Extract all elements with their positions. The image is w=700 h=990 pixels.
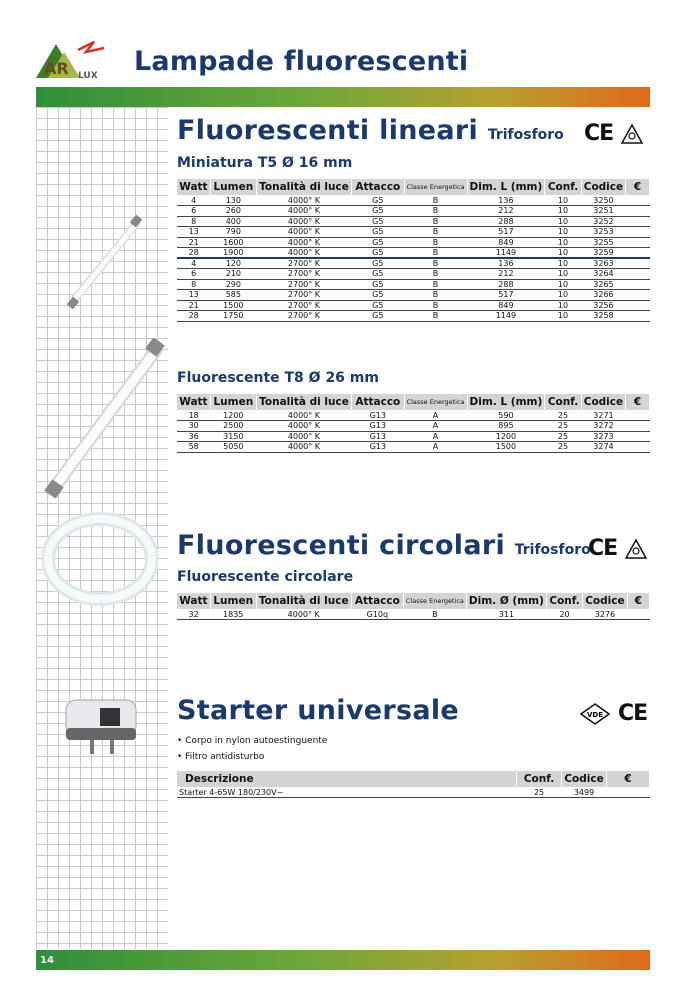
table-cell: G5 [352, 311, 404, 322]
table-cell: A [404, 421, 467, 432]
page-number: 14 [40, 955, 54, 966]
table-cell: 3255 [581, 237, 625, 248]
table-cell [626, 290, 650, 301]
table-cell: 10 [545, 216, 581, 227]
table-cell: 2700° K [256, 258, 351, 269]
table-cell [626, 248, 650, 259]
column-header: Dim. L (mm) [467, 179, 545, 195]
table-cell: 3265 [581, 279, 625, 290]
table-cell: B [404, 290, 467, 301]
table-cell: 3259 [581, 248, 625, 259]
table-cell: 4000° K [256, 227, 351, 238]
table-cell: G13 [352, 442, 404, 453]
table-row [177, 311, 650, 322]
table-cell: 21 [177, 300, 210, 311]
table-cell: 120 [210, 258, 256, 269]
circular-tube-image [42, 512, 158, 606]
table-cell [607, 787, 650, 798]
table-cell: 3263 [581, 258, 625, 269]
table-cell: 1500 [467, 442, 545, 453]
table-cell: 260 [210, 206, 256, 217]
table-cell: 4000° K [256, 248, 351, 259]
table-row [177, 269, 650, 280]
table-cell: 10 [545, 290, 581, 301]
t8-heading: Fluorescente T8 Ø 26 mm [177, 370, 379, 386]
table-cell: 25 [545, 421, 581, 432]
table-header-row [177, 394, 650, 410]
table-cell [626, 216, 650, 227]
header-bar [36, 87, 650, 107]
table-cell: B [404, 195, 467, 206]
table-cell: 849 [467, 237, 545, 248]
section-title-lineari [177, 115, 564, 146]
table-cell: 3274 [581, 442, 625, 453]
table-cell [626, 431, 650, 442]
table-cell: 2700° K [256, 311, 351, 322]
column-header: € [627, 593, 649, 609]
table-cell: 3258 [581, 311, 625, 322]
table-cell: 36 [177, 431, 210, 442]
table-cell: G5 [352, 237, 404, 248]
table-cell: 585 [210, 290, 256, 301]
vde-icon [580, 702, 610, 726]
table-cell: 8 [177, 216, 210, 227]
table-cell: 2700° K [256, 279, 351, 290]
column-header: Watt [177, 394, 210, 410]
column-header: Descrizione [177, 771, 517, 787]
table-cell: B [404, 279, 467, 290]
table-cell: 1750 [210, 311, 256, 322]
table-cell: 25 [517, 787, 562, 798]
table-cell: 10 [545, 279, 581, 290]
column-header: Dim. L (mm) [467, 394, 545, 410]
t8-tube-image [40, 338, 170, 498]
table-cell: 1149 [467, 248, 545, 259]
table-cell: 3252 [581, 216, 625, 227]
table-cell: 517 [467, 290, 545, 301]
column-header: Dim. Ø (mm) [466, 593, 546, 609]
table-cell: 4000° K [256, 206, 351, 217]
table-cell [626, 227, 650, 238]
table-cell: 58 [177, 442, 210, 453]
table-cell: 21 [177, 237, 210, 248]
table-cell: 1835 [210, 609, 256, 620]
table-cell: 3499 [562, 787, 607, 798]
table-cell: 10 [545, 258, 581, 269]
table-row [177, 279, 650, 290]
table-cell: 1149 [467, 311, 545, 322]
column-header: Watt [177, 593, 210, 609]
column-header: Classe Energetica [404, 179, 467, 195]
list-item: • Filtro antidisturbo [177, 749, 327, 765]
table-row [177, 300, 650, 311]
table-cell: 25 [545, 431, 581, 442]
lineari-title: Fluorescenti lineari [177, 115, 479, 146]
table-cell [626, 258, 650, 269]
table-cell: A [404, 442, 467, 453]
t5-table [177, 179, 650, 322]
column-header: Codice [581, 394, 625, 410]
table-cell: 212 [467, 269, 545, 280]
table-cell: G5 [352, 195, 404, 206]
column-header: € [626, 179, 650, 195]
lineari-subtitle: Trifosforo [487, 127, 564, 143]
table-cell: 13 [177, 227, 210, 238]
table-cell: 3271 [581, 410, 625, 421]
logo-initials: AR [44, 59, 69, 78]
table-cell [626, 279, 650, 290]
table-cell: 13 [177, 290, 210, 301]
table-cell: 10 [545, 195, 581, 206]
column-header: Conf. [517, 771, 562, 787]
table-cell: 212 [467, 206, 545, 217]
table-cell: 6 [177, 206, 210, 217]
t5-heading: Miniatura T5 Ø 16 mm [177, 155, 353, 171]
column-header: Lumen [210, 179, 256, 195]
table-cell: 10 [545, 227, 581, 238]
table-cell: B [404, 269, 467, 280]
starter-table [177, 771, 650, 798]
table-cell: 10 [545, 300, 581, 311]
table-cell: 18 [177, 410, 210, 421]
t5-tube-image [60, 212, 150, 312]
table-row [177, 206, 650, 217]
column-header: Lumen [210, 593, 256, 609]
circolare-heading: Fluorescente circolare [177, 569, 354, 585]
starter-features [177, 733, 327, 765]
table-cell: 849 [467, 300, 545, 311]
column-header: Conf. [546, 593, 582, 609]
table-cell: 3264 [581, 269, 625, 280]
table-cell: 2700° K [256, 290, 351, 301]
table-row [177, 410, 650, 421]
table-cell: 517 [467, 227, 545, 238]
company-logo [34, 38, 116, 82]
table-cell: B [404, 227, 467, 238]
table-cell: Starter 4-65W 180/230V~ [177, 787, 517, 798]
table-cell: 1600 [210, 237, 256, 248]
column-header: Codice [562, 771, 607, 787]
table-row [177, 237, 650, 248]
table-cell: G13 [352, 421, 404, 432]
table-row [177, 227, 650, 238]
table-row [177, 442, 650, 453]
table-cell: 2500 [210, 421, 256, 432]
table-cell: 790 [210, 227, 256, 238]
table-cell: 1200 [210, 410, 256, 421]
table-cell: 1900 [210, 248, 256, 259]
section-title-starter: Starter universale [177, 695, 460, 726]
table-cell: 8 [177, 279, 210, 290]
table-cell: G13 [352, 410, 404, 421]
table-row [177, 290, 650, 301]
table-cell: G5 [352, 206, 404, 217]
t8-table [177, 394, 650, 453]
ce-mark: CE [618, 701, 648, 726]
certification-marks [580, 701, 647, 726]
table-cell: 10 [545, 248, 581, 259]
table-cell: 2700° K [256, 300, 351, 311]
table-cell: G5 [352, 216, 404, 227]
table-cell: G13 [352, 431, 404, 442]
table-cell: 4000° K [256, 609, 351, 620]
table-row [177, 195, 650, 206]
table-cell: 25 [545, 442, 581, 453]
column-header: Codice [581, 179, 625, 195]
table-cell: G5 [352, 248, 404, 259]
certification-marks [584, 121, 643, 146]
table-cell: 32 [177, 609, 210, 620]
column-header: Attacco [352, 394, 404, 410]
table-cell: 3150 [210, 431, 256, 442]
starter-image [60, 688, 160, 768]
table-row [177, 258, 650, 269]
column-header: Classe Energetica [403, 593, 466, 609]
table-cell: 28 [177, 248, 210, 259]
table-cell: 210 [210, 269, 256, 280]
table-row [177, 216, 650, 227]
table-cell: 288 [467, 216, 545, 227]
table-cell: 10 [545, 269, 581, 280]
table-cell: 290 [210, 279, 256, 290]
table-row [177, 787, 650, 798]
table-cell [626, 269, 650, 280]
table-cell: G5 [352, 300, 404, 311]
table-cell: 4000° K [256, 421, 351, 432]
table-cell: 590 [467, 410, 545, 421]
table-cell: 10 [545, 311, 581, 322]
table-cell [626, 195, 650, 206]
table-cell: G5 [352, 290, 404, 301]
table-cell: 3266 [581, 290, 625, 301]
table-cell: 4000° K [256, 216, 351, 227]
table-cell: G5 [352, 279, 404, 290]
column-header: € [607, 771, 650, 787]
weee-triangle-icon [625, 538, 647, 560]
table-cell: 130 [210, 195, 256, 206]
table-cell: 10 [545, 237, 581, 248]
column-header: Conf. [545, 179, 581, 195]
table-cell: A [404, 410, 467, 421]
table-cell: 3256 [581, 300, 625, 311]
certification-marks [588, 536, 647, 561]
table-cell: B [404, 258, 467, 269]
table-cell: 25 [545, 410, 581, 421]
table-cell: 4000° K [256, 442, 351, 453]
column-header: Codice [583, 593, 627, 609]
table-cell: 4 [177, 195, 210, 206]
table-cell: G10q [351, 609, 403, 620]
column-header: Attacco [351, 593, 403, 609]
table-cell: 3253 [581, 227, 625, 238]
ce-mark: CE [584, 121, 614, 146]
table-cell: 3251 [581, 206, 625, 217]
table-cell [626, 421, 650, 432]
column-header: Tonalità di luce [256, 179, 351, 195]
table-cell: B [404, 206, 467, 217]
table-cell: 895 [467, 421, 545, 432]
column-header: Tonalità di luce [256, 593, 351, 609]
table-cell: 30 [177, 421, 210, 432]
table-cell: 2700° K [256, 269, 351, 280]
table-row [177, 431, 650, 442]
table-cell: 3250 [581, 195, 625, 206]
column-header: Attacco [352, 179, 404, 195]
table-cell: 1500 [210, 300, 256, 311]
table-header-row [177, 179, 650, 195]
weee-triangle-icon [621, 123, 643, 145]
table-cell [627, 609, 649, 620]
column-header: Classe Energetica [404, 394, 467, 410]
table-cell: 288 [467, 279, 545, 290]
table-cell: G5 [352, 258, 404, 269]
table-cell: G5 [352, 227, 404, 238]
table-row [177, 609, 650, 620]
table-cell: A [404, 431, 467, 442]
table-cell: B [403, 609, 466, 620]
table-cell: 4000° K [256, 431, 351, 442]
footer-bar [36, 950, 650, 970]
list-item: • Corpo in nylon autoestinguente [177, 733, 327, 749]
table-cell: B [404, 248, 467, 259]
table-header-row [177, 593, 650, 609]
table-cell [626, 311, 650, 322]
column-header: € [626, 394, 650, 410]
circolare-table [177, 593, 650, 620]
table-header-row [177, 771, 650, 787]
circolari-title: Fluorescenti circolari [177, 530, 506, 561]
table-cell [626, 410, 650, 421]
table-cell: 4000° K [256, 410, 351, 421]
table-cell: 6 [177, 269, 210, 280]
table-cell: 136 [467, 195, 545, 206]
table-cell: 4 [177, 258, 210, 269]
table-cell: B [404, 311, 467, 322]
table-cell: 3276 [583, 609, 627, 620]
vde-text: VDE [586, 710, 604, 719]
table-cell: 400 [210, 216, 256, 227]
table-row [177, 248, 650, 259]
table-cell: 28 [177, 311, 210, 322]
circolari-subtitle: Trifosforo [514, 542, 591, 558]
ce-mark: CE [588, 536, 618, 561]
table-cell: 20 [546, 609, 582, 620]
table-cell [626, 442, 650, 453]
table-cell [626, 300, 650, 311]
table-cell [626, 237, 650, 248]
column-header: Watt [177, 179, 210, 195]
table-cell: 10 [545, 206, 581, 217]
table-row [177, 421, 650, 432]
table-cell: 4000° K [256, 195, 351, 206]
table-cell: B [404, 300, 467, 311]
page-title: Lampade fluorescenti [134, 46, 469, 77]
table-cell: 4000° K [256, 237, 351, 248]
table-cell: 5050 [210, 442, 256, 453]
table-cell: 3273 [581, 431, 625, 442]
table-cell: 3272 [581, 421, 625, 432]
table-cell: 1200 [467, 431, 545, 442]
section-title-circolari [177, 530, 591, 561]
table-cell: G5 [352, 269, 404, 280]
table-cell: B [404, 237, 467, 248]
column-header: Conf. [545, 394, 581, 410]
table-cell: 311 [466, 609, 546, 620]
table-cell: B [404, 216, 467, 227]
column-header: Tonalità di luce [256, 394, 351, 410]
logo-text: LUX [78, 71, 98, 81]
table-cell [626, 206, 650, 217]
table-cell: 136 [467, 258, 545, 269]
column-header: Lumen [210, 394, 256, 410]
